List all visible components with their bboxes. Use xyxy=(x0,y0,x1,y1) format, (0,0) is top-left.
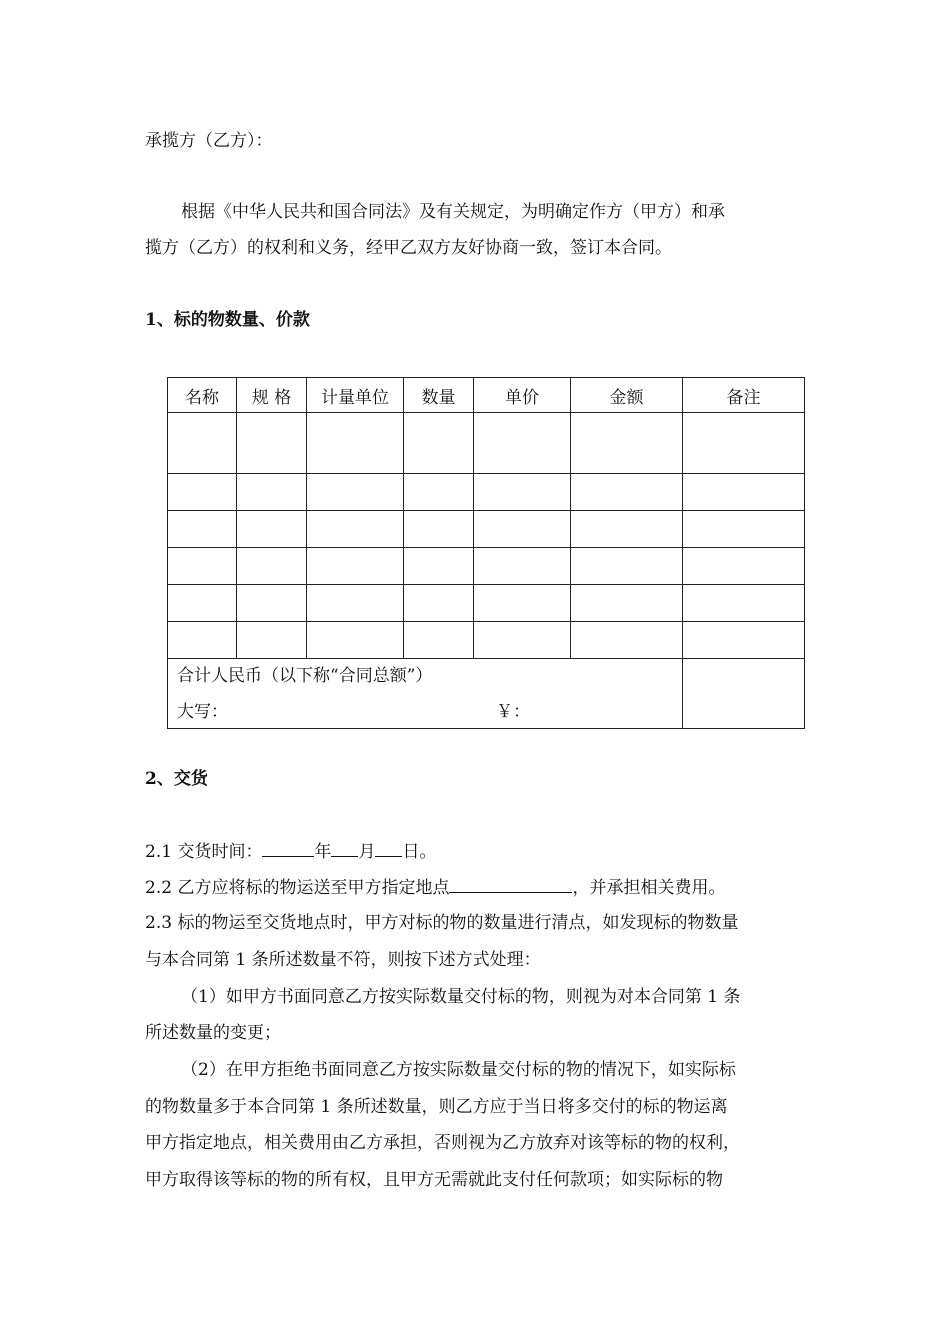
table-row xyxy=(168,622,805,659)
clause-2-line-1: （2）在甲方拒绝书面同意乙方按实际数量交付标的物的情况下，如实际标 xyxy=(181,1060,736,1080)
table-row xyxy=(168,511,805,548)
day-blank xyxy=(375,838,402,857)
yen-label: ￥： xyxy=(496,702,530,722)
item-2-3-line-1: 2.3 标的物运至交货地点时，甲方对标的物的数量进行清点，如发现标的物数量 xyxy=(145,913,739,933)
header-spec: 规 格 xyxy=(237,378,307,413)
clause-1-line-1: （1）如甲方书面同意乙方按实际数量交付标的物，则视为对本合同第 1 条 xyxy=(181,987,741,1007)
section-1-heading: 1、标的物数量、价款 xyxy=(145,310,310,330)
year-label: 年 xyxy=(314,842,332,862)
clause-2-line-2: 的物数量多于本合同第 1 条所述数量，则乙方应于当日将多交付的标的物运离 xyxy=(145,1097,728,1117)
clause-1-line-2: 所述数量的变更； xyxy=(145,1023,281,1043)
item-2-3-line-2: 与本合同第 1 条所述数量不符，则按下述方式处理： xyxy=(145,950,541,970)
total-label: 合计人民币（以下称“合同总额”） xyxy=(177,666,433,686)
clause-2-line-4: 甲方取得该等标的物的所有权，且甲方无需就此支付任何款项；如实际标的物 xyxy=(145,1170,723,1190)
day-label: 日。 xyxy=(402,842,437,862)
header-quantity: 数量 xyxy=(404,378,474,413)
header-name: 名称 xyxy=(168,378,237,413)
header-amount: 金额 xyxy=(571,378,683,413)
header-remarks: 备注 xyxy=(683,378,805,413)
year-blank xyxy=(262,838,314,857)
contractor-label: 承揽方（乙方）： xyxy=(145,131,273,151)
intro-line-1: 根据《中华人民共和国合同法》及有关规定，为明确定作方（甲方）和承 xyxy=(181,202,725,222)
header-unit-price: 单价 xyxy=(474,378,571,413)
item-2-2-suffix: ，并承担相关费用。 xyxy=(572,878,726,898)
item-2-2-prefix: 2.2 乙方应将标的物运送至甲方指定地点 xyxy=(145,878,450,898)
items-table xyxy=(167,377,805,729)
location-blank xyxy=(449,874,572,893)
table-row xyxy=(168,474,805,511)
month-label: 月 xyxy=(358,842,376,862)
section-2-heading: 2、交货 xyxy=(145,769,208,789)
intro-line-2: 揽方（乙方）的权利和义务，经甲乙双方友好协商一致，签订本合同。 xyxy=(145,238,672,258)
table-header-row xyxy=(168,378,805,413)
table-row xyxy=(168,548,805,585)
table-row xyxy=(168,413,805,474)
item-2-1 xyxy=(145,838,436,864)
clause-2-line-3: 甲方指定地点，相关费用由乙方承担，否则视为乙方放弃对该等标的物的权利， xyxy=(145,1133,740,1153)
table-row xyxy=(168,585,805,622)
table-total-row xyxy=(168,659,805,729)
item-2-1-prefix: 2.1 交货时间： xyxy=(145,842,263,862)
item-2-2 xyxy=(145,874,725,900)
month-blank xyxy=(331,838,358,857)
daxie-label: 大写： xyxy=(177,702,228,722)
header-unit: 计量单位 xyxy=(307,378,404,413)
